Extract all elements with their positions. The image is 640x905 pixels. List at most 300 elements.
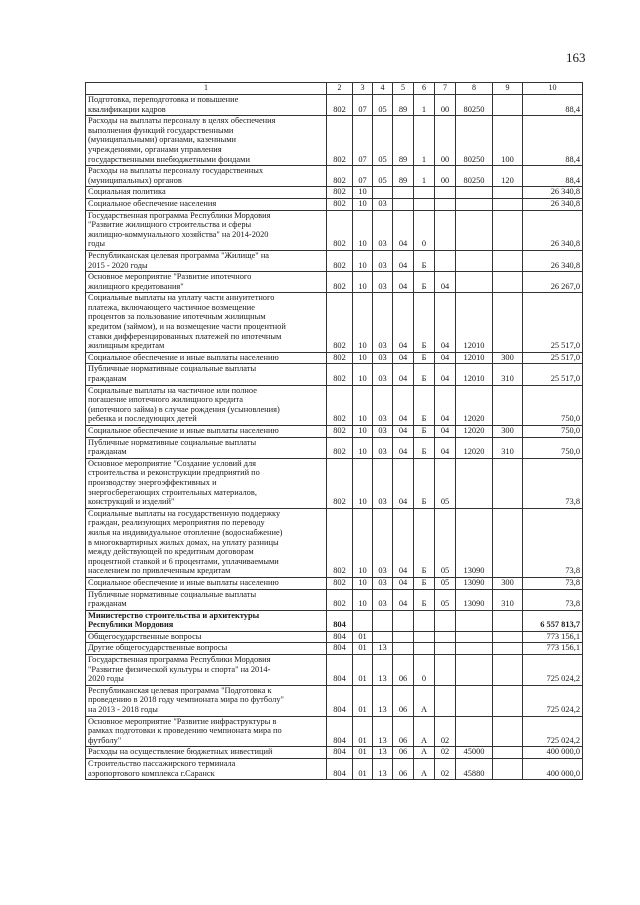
amount: 400 000,0 <box>523 747 583 759</box>
subsection-code: 13 <box>373 747 393 759</box>
row-description: Основное мероприятие "Развитие инфраструктуры в рамках подготовки к проведению чемпионата мира по футболу" <box>86 716 327 747</box>
amount: 88,4 <box>523 116 583 166</box>
program-code: 04 <box>393 210 414 250</box>
amount: 26 340,8 <box>523 198 583 210</box>
amount: 88,4 <box>523 166 583 187</box>
subprogram-code: А <box>414 747 435 759</box>
direction-code: 12010 <box>456 364 493 385</box>
amount: 6 557 813,7 <box>523 610 583 631</box>
expense-type-code <box>493 643 523 655</box>
subprogram-code: А <box>414 685 435 716</box>
admin-code: 804 <box>327 655 353 686</box>
row-description: Социальные выплаты на уплату части аннуитетного платежа, включающего частичное возмещение процентов за пользование ипотечным жилищным кредитом (займом), и на возмещение части процентной ставки дифференцированных платежей по ипотечным жилищным кредитам <box>86 293 327 353</box>
program-code: 04 <box>393 426 414 438</box>
subsection-code: 13 <box>373 655 393 686</box>
expense-type-code <box>493 747 523 759</box>
row-description: Государственная программа Республики Мордовия "Развитие физической культуры и спорта" на 2014- 2020 годы <box>86 655 327 686</box>
direction-code <box>456 631 493 643</box>
expense-type-code: 300 <box>493 577 523 589</box>
subprogram-code <box>414 610 435 631</box>
expense-type-code <box>493 198 523 210</box>
subsection-code: 05 <box>373 166 393 187</box>
admin-code: 802 <box>327 437 353 458</box>
direction-code: 12020 <box>456 385 493 425</box>
event-code: 04 <box>435 437 456 458</box>
program-code: 06 <box>393 759 414 780</box>
expense-type-code <box>493 716 523 747</box>
subprogram-code: Б <box>414 426 435 438</box>
admin-code: 804 <box>327 610 353 631</box>
admin-code: 802 <box>327 577 353 589</box>
program-code: 04 <box>393 272 414 293</box>
direction-code: 12010 <box>456 352 493 364</box>
subsection-code: 03 <box>373 458 393 508</box>
subprogram-code: Б <box>414 293 435 353</box>
section-code: 01 <box>353 747 373 759</box>
admin-code: 802 <box>327 250 353 271</box>
expense-type-code: 300 <box>493 352 523 364</box>
subsection-code: 05 <box>373 116 393 166</box>
program-code: 06 <box>393 655 414 686</box>
admin-code: 802 <box>327 364 353 385</box>
table-row <box>86 364 583 385</box>
section-code: 10 <box>353 250 373 271</box>
subsection-code: 03 <box>373 426 393 438</box>
expense-type-code <box>493 95 523 116</box>
row-description: Министерство строительства и архитектуры Республики Мордовия <box>86 610 327 631</box>
admin-code: 802 <box>327 187 353 199</box>
expense-type-code <box>493 272 523 293</box>
table-row <box>86 508 583 577</box>
direction-code <box>456 643 493 655</box>
table-row <box>86 685 583 716</box>
subprogram-code: Б <box>414 250 435 271</box>
admin-code: 802 <box>327 293 353 353</box>
table-row <box>86 716 583 747</box>
subsection-code: 03 <box>373 250 393 271</box>
section-code: 07 <box>353 166 373 187</box>
expense-type-code: 310 <box>493 589 523 610</box>
section-code: 10 <box>353 437 373 458</box>
row-description: Подготовка, переподготовка и повышение квалификации кадров <box>86 95 327 116</box>
expense-type-code <box>493 293 523 353</box>
table-row <box>86 385 583 425</box>
event-code <box>435 198 456 210</box>
program-code: 04 <box>393 589 414 610</box>
subprogram-code: Б <box>414 437 435 458</box>
direction-code <box>456 655 493 686</box>
program-code <box>393 631 414 643</box>
column-header: 2 <box>327 83 353 95</box>
expense-type-code: 310 <box>493 437 523 458</box>
subprogram-code: Б <box>414 272 435 293</box>
column-header: 6 <box>414 83 435 95</box>
program-code: 04 <box>393 508 414 577</box>
event-code: 00 <box>435 116 456 166</box>
expense-type-code <box>493 385 523 425</box>
expense-type-code: 100 <box>493 116 523 166</box>
section-code: 01 <box>353 631 373 643</box>
direction-code <box>456 685 493 716</box>
subsection-code: 13 <box>373 643 393 655</box>
program-code <box>393 187 414 199</box>
table-row <box>86 610 583 631</box>
amount: 88,4 <box>523 95 583 116</box>
subprogram-code: 1 <box>414 166 435 187</box>
program-code: 89 <box>393 116 414 166</box>
expense-type-code <box>493 610 523 631</box>
admin-code: 802 <box>327 508 353 577</box>
subprogram-code <box>414 643 435 655</box>
program-code: 04 <box>393 352 414 364</box>
amount: 26 340,8 <box>523 250 583 271</box>
subsection-code: 05 <box>373 95 393 116</box>
expense-type-code: 120 <box>493 166 523 187</box>
table-row <box>86 577 583 589</box>
admin-code: 804 <box>327 631 353 643</box>
table-row <box>86 426 583 438</box>
event-code: 04 <box>435 426 456 438</box>
subprogram-code: 1 <box>414 95 435 116</box>
program-code: 06 <box>393 747 414 759</box>
subsection-code: 03 <box>373 364 393 385</box>
subsection-code: 03 <box>373 352 393 364</box>
direction-code: 12020 <box>456 437 493 458</box>
amount: 773 156,1 <box>523 643 583 655</box>
admin-code: 802 <box>327 95 353 116</box>
row-description: Расходы на выплаты персоналу государственных (муниципальных) органов <box>86 166 327 187</box>
subsection-code: 13 <box>373 716 393 747</box>
section-code: 10 <box>353 272 373 293</box>
event-code <box>435 250 456 271</box>
amount: 26 340,8 <box>523 210 583 250</box>
table-header-row <box>86 83 583 95</box>
table-row <box>86 293 583 353</box>
program-code: 04 <box>393 293 414 353</box>
section-code: 10 <box>353 293 373 353</box>
column-header: 9 <box>493 83 523 95</box>
subprogram-code: А <box>414 716 435 747</box>
subprogram-code: 0 <box>414 210 435 250</box>
amount: 750,0 <box>523 437 583 458</box>
admin-code: 802 <box>327 210 353 250</box>
program-code <box>393 198 414 210</box>
section-code: 10 <box>353 352 373 364</box>
event-code: 05 <box>435 589 456 610</box>
admin-code: 802 <box>327 352 353 364</box>
subprogram-code: Б <box>414 577 435 589</box>
section-code: 01 <box>353 716 373 747</box>
amount: 400 000,0 <box>523 759 583 780</box>
amount: 73,8 <box>523 577 583 589</box>
table-row <box>86 250 583 271</box>
amount: 750,0 <box>523 385 583 425</box>
direction-code: 13090 <box>456 589 493 610</box>
section-code: 10 <box>353 426 373 438</box>
amount: 725 024,2 <box>523 655 583 686</box>
direction-code <box>456 198 493 210</box>
admin-code: 802 <box>327 272 353 293</box>
direction-code: 45880 <box>456 759 493 780</box>
expense-type-code <box>493 458 523 508</box>
expense-type-code <box>493 210 523 250</box>
row-description: Социальные выплаты на государственную поддержку граждан, реализующих мероприятия по переводу жилья на индивидуальное отопление (водоснабжение) в многоквартирных жилых домах, на уплату разницы между действующей по кредитным договорам процентной ставкой и 6 процентами, уплачиваемыми населением по привлеченным кредитам <box>86 508 327 577</box>
direction-code: 80250 <box>456 116 493 166</box>
section-code: 01 <box>353 685 373 716</box>
subprogram-code: Б <box>414 364 435 385</box>
event-code: 04 <box>435 352 456 364</box>
table-row <box>86 589 583 610</box>
column-header: 8 <box>456 83 493 95</box>
program-code: 04 <box>393 385 414 425</box>
row-description: Строительство пассажирского терминала аэропортового комплекса г.Саранск <box>86 759 327 780</box>
event-code <box>435 655 456 686</box>
event-code <box>435 631 456 643</box>
amount: 725 024,2 <box>523 716 583 747</box>
subsection-code: 03 <box>373 272 393 293</box>
event-code: 05 <box>435 577 456 589</box>
table-row <box>86 187 583 199</box>
subsection-code: 03 <box>373 198 393 210</box>
expense-type-code <box>493 187 523 199</box>
table-row <box>86 631 583 643</box>
subprogram-code: Б <box>414 352 435 364</box>
row-description: Публичные нормативные социальные выплаты гражданам <box>86 589 327 610</box>
section-code: 10 <box>353 210 373 250</box>
subsection-code <box>373 187 393 199</box>
subprogram-code: Б <box>414 385 435 425</box>
expense-type-code <box>493 631 523 643</box>
admin-code: 802 <box>327 166 353 187</box>
program-code: 04 <box>393 437 414 458</box>
direction-code <box>456 272 493 293</box>
event-code <box>435 187 456 199</box>
column-header: 4 <box>373 83 393 95</box>
row-description: Расходы на осуществление бюджетных инвестиций <box>86 747 327 759</box>
amount: 26 340,8 <box>523 187 583 199</box>
direction-code: 13090 <box>456 508 493 577</box>
row-description: Основное мероприятие "Развитие ипотечного жилищного кредитования" <box>86 272 327 293</box>
section-code <box>353 610 373 631</box>
event-code: 02 <box>435 759 456 780</box>
section-code: 10 <box>353 385 373 425</box>
amount: 773 156,1 <box>523 631 583 643</box>
admin-code: 804 <box>327 747 353 759</box>
admin-code: 802 <box>327 385 353 425</box>
section-code: 10 <box>353 508 373 577</box>
admin-code: 802 <box>327 198 353 210</box>
section-code: 01 <box>353 655 373 686</box>
table-row <box>86 95 583 116</box>
section-code: 07 <box>353 95 373 116</box>
subprogram-code: 1 <box>414 116 435 166</box>
subprogram-code <box>414 631 435 643</box>
program-code: 04 <box>393 250 414 271</box>
section-code: 07 <box>353 116 373 166</box>
admin-code: 802 <box>327 116 353 166</box>
table-body <box>86 83 583 780</box>
expense-type-code: 310 <box>493 364 523 385</box>
subsection-code: 03 <box>373 437 393 458</box>
subsection-code: 03 <box>373 210 393 250</box>
amount: 25 517,0 <box>523 352 583 364</box>
amount: 25 517,0 <box>523 293 583 353</box>
amount: 25 517,0 <box>523 364 583 385</box>
event-code <box>435 685 456 716</box>
section-code: 10 <box>353 577 373 589</box>
event-code <box>435 210 456 250</box>
direction-code <box>456 210 493 250</box>
event-code: 05 <box>435 508 456 577</box>
program-code: 89 <box>393 166 414 187</box>
table-row <box>86 458 583 508</box>
subsection-code: 13 <box>373 759 393 780</box>
amount: 73,8 <box>523 589 583 610</box>
section-code: 10 <box>353 364 373 385</box>
amount: 73,8 <box>523 458 583 508</box>
row-description: Республиканская целевая программа "Жилище" на 2015 - 2020 годы <box>86 250 327 271</box>
row-description: Социальное обеспечение населения <box>86 198 327 210</box>
event-code: 05 <box>435 458 456 508</box>
row-description: Расходы на выплаты персоналу в целях обеспечения выполнения функций государственными (муниципальными) органами, казенными учреждениями, органами управления государственными внебюджетными фондами <box>86 116 327 166</box>
table-row <box>86 747 583 759</box>
row-description: Социальная политика <box>86 187 327 199</box>
subsection-code: 03 <box>373 589 393 610</box>
amount: 725 024,2 <box>523 685 583 716</box>
row-description: Публичные нормативные социальные выплаты гражданам <box>86 364 327 385</box>
section-code: 10 <box>353 458 373 508</box>
subsection-code: 03 <box>373 385 393 425</box>
subprogram-code <box>414 198 435 210</box>
direction-code: 80250 <box>456 95 493 116</box>
table-row <box>86 352 583 364</box>
row-description: Социальное обеспечение и иные выплаты населению <box>86 577 327 589</box>
row-description: Общегосударственные вопросы <box>86 631 327 643</box>
subsection-code <box>373 631 393 643</box>
program-code: 04 <box>393 577 414 589</box>
admin-code: 804 <box>327 643 353 655</box>
table-row <box>86 437 583 458</box>
row-description: Социальные выплаты на частичное или полное погашение ипотечного жилищного кредита (ипотечного займа) в случае рождения (усыновления) ребенка и последующих детей <box>86 385 327 425</box>
row-description: Государственная программа Республики Мордовия "Развитие жилищного строительства и сферы жилищно-коммунального хозяйства" на 2014-2020 годы <box>86 210 327 250</box>
program-code <box>393 610 414 631</box>
admin-code: 802 <box>327 458 353 508</box>
admin-code: 804 <box>327 716 353 747</box>
direction-code <box>456 458 493 508</box>
subsection-code <box>373 610 393 631</box>
section-code: 01 <box>353 643 373 655</box>
section-code: 01 <box>353 759 373 780</box>
direction-code: 80250 <box>456 166 493 187</box>
row-description: Другие общегосударственные вопросы <box>86 643 327 655</box>
program-code <box>393 643 414 655</box>
column-header: 1 <box>86 83 327 95</box>
event-code <box>435 643 456 655</box>
table-row <box>86 272 583 293</box>
amount: 750,0 <box>523 426 583 438</box>
program-code: 04 <box>393 364 414 385</box>
program-code: 89 <box>393 95 414 116</box>
event-code: 04 <box>435 293 456 353</box>
event-code: 04 <box>435 272 456 293</box>
subsection-code: 03 <box>373 577 393 589</box>
event-code: 04 <box>435 364 456 385</box>
table-row <box>86 198 583 210</box>
page-number: 163 <box>566 50 586 65</box>
amount: 73,8 <box>523 508 583 577</box>
row-description: Публичные нормативные социальные выплаты гражданам <box>86 437 327 458</box>
expense-type-code <box>493 508 523 577</box>
section-code: 10 <box>353 589 373 610</box>
event-code: 04 <box>435 385 456 425</box>
direction-code <box>456 250 493 271</box>
event-code <box>435 610 456 631</box>
subprogram-code: А <box>414 759 435 780</box>
expense-type-code <box>493 655 523 686</box>
subprogram-code: Б <box>414 508 435 577</box>
table-row <box>86 166 583 187</box>
admin-code: 804 <box>327 685 353 716</box>
row-description: Социальное обеспечение и иные выплаты населению <box>86 352 327 364</box>
program-code: 06 <box>393 685 414 716</box>
subprogram-code: 0 <box>414 655 435 686</box>
column-header: 3 <box>353 83 373 95</box>
expense-type-code: 300 <box>493 426 523 438</box>
direction-code: 12020 <box>456 426 493 438</box>
subsection-code: 03 <box>373 293 393 353</box>
admin-code: 802 <box>327 589 353 610</box>
admin-code: 804 <box>327 759 353 780</box>
section-code: 10 <box>353 198 373 210</box>
row-description: Социальное обеспечение и иные выплаты населению <box>86 426 327 438</box>
budget-table <box>85 82 583 780</box>
expense-type-code <box>493 250 523 271</box>
section-code: 10 <box>353 187 373 199</box>
event-code: 02 <box>435 716 456 747</box>
direction-code <box>456 610 493 631</box>
subprogram-code <box>414 187 435 199</box>
table-row <box>86 210 583 250</box>
amount: 26 267,0 <box>523 272 583 293</box>
column-header: 7 <box>435 83 456 95</box>
event-code: 00 <box>435 95 456 116</box>
table-row <box>86 759 583 780</box>
direction-code: 12010 <box>456 293 493 353</box>
subsection-code: 13 <box>373 685 393 716</box>
event-code: 02 <box>435 747 456 759</box>
event-code: 00 <box>435 166 456 187</box>
direction-code: 13090 <box>456 577 493 589</box>
admin-code: 802 <box>327 426 353 438</box>
direction-code <box>456 187 493 199</box>
table-row <box>86 655 583 686</box>
program-code: 06 <box>393 716 414 747</box>
column-header: 5 <box>393 83 414 95</box>
column-header: 10 <box>523 83 583 95</box>
row-description: Республиканская целевая программа "Подготовка к проведению в 2018 году чемпионата мира по футболу" на 2013 - 2018 годы <box>86 685 327 716</box>
subsection-code: 03 <box>373 508 393 577</box>
table-row <box>86 116 583 166</box>
direction-code: 45000 <box>456 747 493 759</box>
program-code: 04 <box>393 458 414 508</box>
subprogram-code: Б <box>414 589 435 610</box>
expense-type-code <box>493 759 523 780</box>
table-row <box>86 643 583 655</box>
direction-code <box>456 716 493 747</box>
row-description: Основное мероприятие "Создание условий для строительства и реконструкции предприятий по производству энергоэффективных и энергосберегающих строительных материалов, конструкций и изделий" <box>86 458 327 508</box>
expense-type-code <box>493 685 523 716</box>
subprogram-code: Б <box>414 458 435 508</box>
